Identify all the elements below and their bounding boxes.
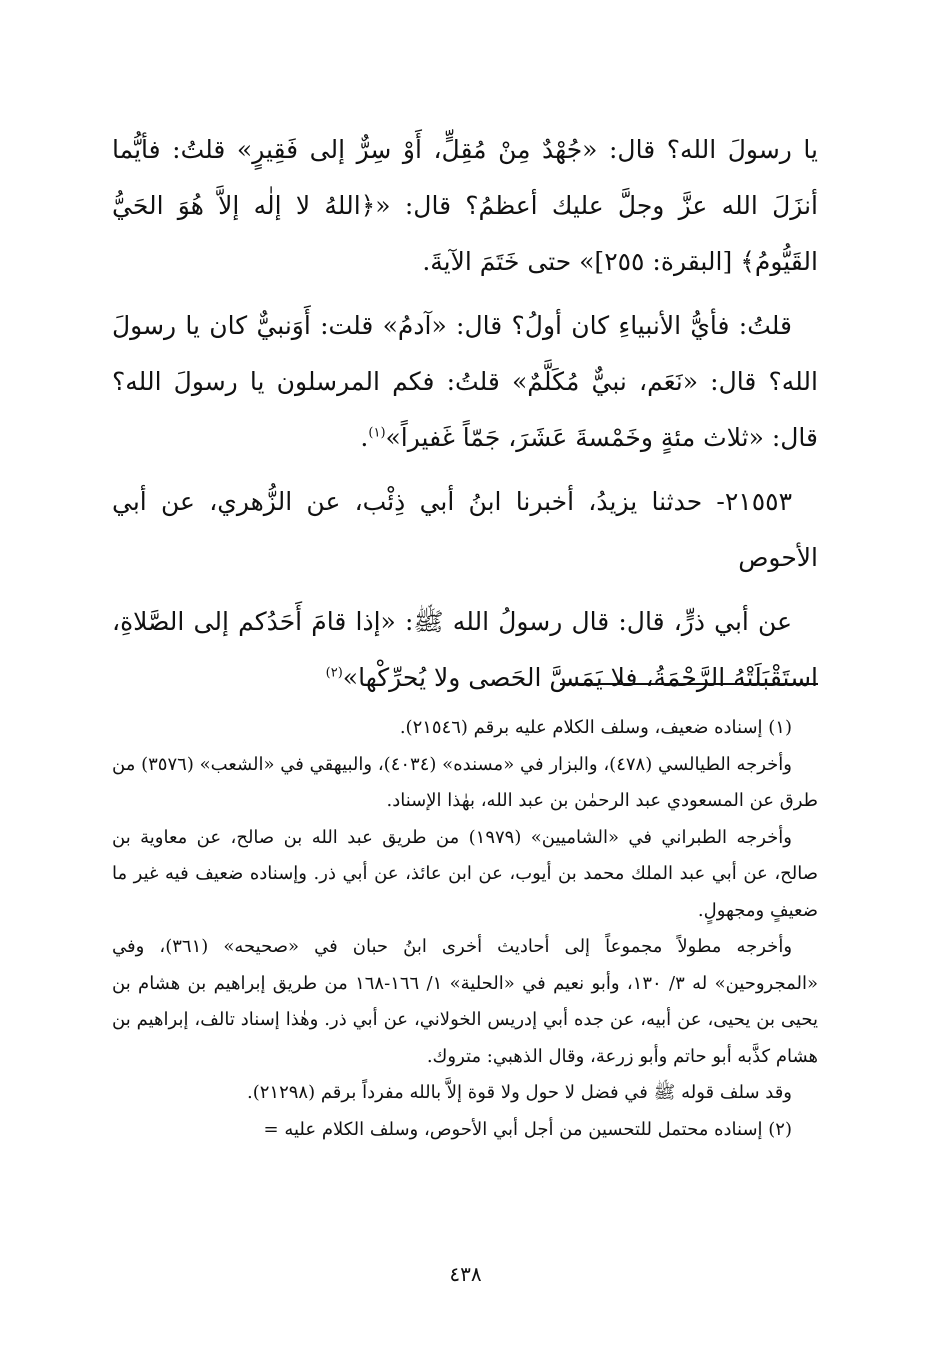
footnote-ref: (٢) [325, 665, 343, 681]
page-number: ٤٣٨ [449, 1262, 482, 1286]
hadith-paragraph-continuation: يا رسولَ الله؟ قال: «جُهْدٌ مِنْ مُقِلٍّ، أَوْ سِرٌّ إلى فَقِيرٍ» قلتُ: فأيُّما أنزَلَ الله عزَّ وجلَّ عليك أعظمُ؟ قال: «﴿اللهُ لا إلٰه إلاَّ هُوَ الحَيُّ القَيُّومُ﴾ [البقرة: ٢٥٥]» حتى خَتَمَ الآيةَ. [112, 135, 818, 276]
footnote-1: (١) إسناده ضعيف، وسلف الكلام عليه برقم (٢١٥٤٦). [399, 717, 792, 738]
footnote-paragraph: وأخرجه الطيالسي (٤٧٨)، والبزار في «مسنده» (٤٠٣٤)، والبيهقي في «الشعب» (٣٥٧٦) من طرق عن المسعودي عبد الرحمٰن بن عبد الله، بهٰذا الإسناد. [112, 753, 818, 811]
footnote-paragraph: وقد سلف قوله ﷺ في فضل لا حول ولا قوة إلاَّ بالله مفرداً برقم (٢١٢٩٨). [246, 1082, 792, 1103]
footnote-divider [560, 683, 818, 685]
footnote-ref: (١) [368, 425, 386, 441]
footnote-2: (٢) إسناده محتمل للتحسين من أجل أبي الأحوص، وسلف الكلام عليه = [263, 1118, 792, 1140]
footnote-paragraph: وأخرجه الطبراني في «الشاميين» (١٩٧٩) من طريق عبد الله بن صالح، عن معاوية بن صالح، عن أبي عبد الملك محمد بن أيوب، عن ابن عائذ، عن أبي ذر. وإسناده ضعيف فيه غير ما ضعيفٍ ومجهولٍ. [112, 826, 818, 921]
hadith-matn: عن أبي ذرٍّ، قال: قال رسولُ الله ﷺ: «إذا قامَ أَحَدُكم إلى الصَّلاةِ، استَقْبَلَتْهُ الرَّحْمَةُ، فلا يَمَسَّ الحَصى ولا يُحرِّكْها»$^{(٢)}$ [112, 607, 818, 692]
footnotes [112, 710, 818, 1148]
footnote-paragraph: وأخرجه مطولاً مجموعاً إلى أحاديث أخرى ابنُ حبان في «صحيحه» (٣٦١)، وفي «المجروحين» له ٣/ ١٣٠، وأبو نعيم في «الحلية» ١/ ١٦٦-١٦٨ من طريق إبراهيم بن هشام بن يحيى بن يحيى، عن أبيه، عن جده أبي إدريس الخولاني، عن أبي ذر. وهٰذا إسناد تالف، إبراهيم بن هشام كذَّبه أبو حاتم وأبو زرعة، وقال الذهبي: متروك. [112, 936, 818, 1067]
main-text [112, 122, 818, 714]
hadith-paragraph: قلتُ: فأيُّ الأنبياءِ كان أولُ؟ قال: «آدمُ» قلت: أَوَنبيٌّ كان يا رسولَ الله؟ قال: «نَعَم، نبيٌّ مُكَلَّمٌ» قلتُ: فكم المرسلون يا رسولَ الله؟ قال: «ثلاث مئةٍ وخَمْسةَ عَشَرَ، جَمّاً غَفيراً»$^{(١)}$. [112, 311, 818, 452]
hadith-isnad: ٢١٥٥٣- حدثنا يزيدُ، أخبرنا ابنُ أبي ذِئْب، عن الزُّهري، عن أبي الأحوص [112, 487, 818, 572]
